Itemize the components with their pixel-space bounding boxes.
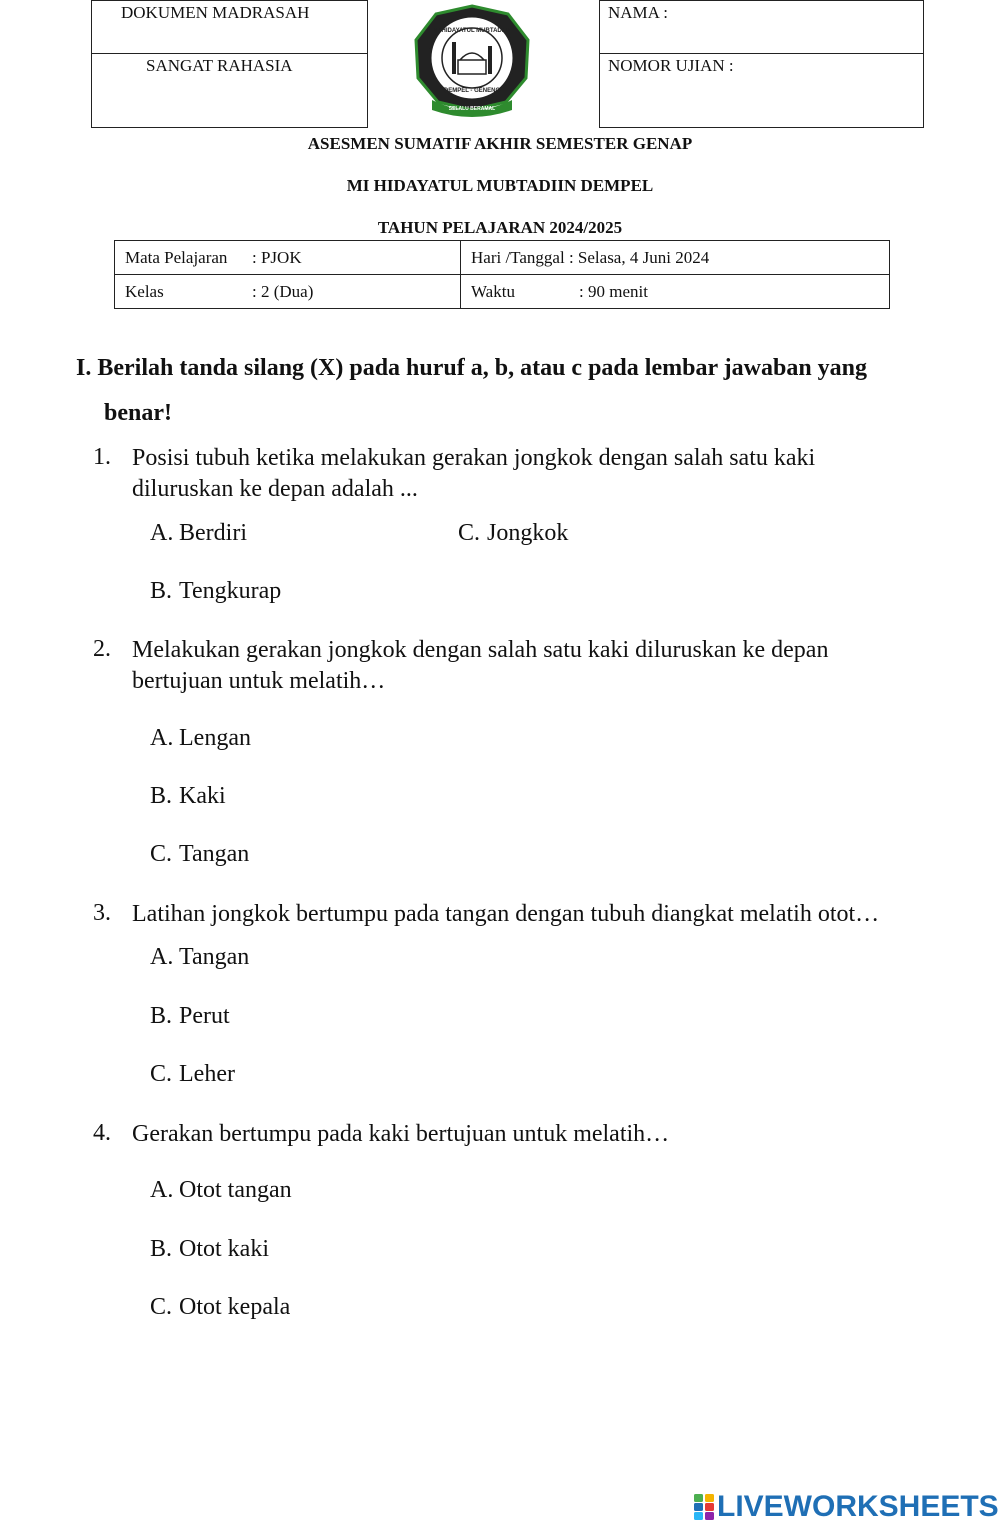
answer-option[interactable] <box>150 1294 290 1321</box>
nomor-ujian-label: NOMOR UJIAN : <box>608 56 734 75</box>
question-number: 1. <box>93 444 111 470</box>
option-text: Jongkok <box>487 520 569 546</box>
waktu-label: Waktu <box>471 281 515 301</box>
option-letter: A. <box>150 1177 174 1203</box>
option-letter: B. <box>150 783 173 809</box>
option-letter: B. <box>150 578 173 604</box>
answer-option[interactable] <box>150 1003 230 1030</box>
answer-option[interactable] <box>150 578 281 605</box>
kelas-value: : 2 (Dua) <box>252 281 314 301</box>
question-number: 2. <box>93 636 111 662</box>
question-text <box>132 1119 669 1150</box>
option-text: Perut <box>179 1003 230 1029</box>
hari-value: : Selasa, 4 Juni 2024 <box>568 247 710 267</box>
header-right-divider <box>599 53 924 54</box>
option-text: Otot kaki <box>179 1236 269 1262</box>
question-line: Posisi tubuh ketika melakukan gerakan jongkok dengan salah satu kaki <box>132 445 816 471</box>
school-name-title: MI HIDAYATUL MUBTADIIN DEMPEL <box>346 176 654 195</box>
school-logo <box>408 2 536 122</box>
option-letter: C. <box>458 520 481 546</box>
logo-bottom-text: DEMPEL - GENENG <box>443 88 501 94</box>
answer-option[interactable] <box>150 944 249 971</box>
hari-label: Hari /Tanggal <box>471 247 565 267</box>
option-text: Kaki <box>179 783 226 809</box>
mapel-label: Mata Pelajaran <box>125 247 228 267</box>
option-text: Leher <box>179 1061 235 1087</box>
question-line: diluruskan ke depan adalah ... <box>132 476 418 502</box>
liveworksheets-watermark <box>693 1490 999 1524</box>
option-letter: B. <box>150 1003 173 1029</box>
answer-option[interactable] <box>150 841 249 868</box>
header-left-divider <box>91 53 368 54</box>
sangat-rahasia-label: SANGAT RAHASIA <box>146 56 293 75</box>
question-text <box>132 899 879 930</box>
info-row <box>115 241 890 275</box>
school-logo-emblem <box>408 2 536 122</box>
exam-title: ASESMEN SUMATIF AKHIR SEMESTER GENAP <box>307 134 693 153</box>
option-letter: A. <box>150 520 174 546</box>
option-letter: A. <box>150 725 174 751</box>
answer-option[interactable] <box>458 520 568 547</box>
academic-year-title: TAHUN PELAJARAN 2024/2025 <box>377 218 623 237</box>
answer-option[interactable] <box>150 1236 269 1263</box>
kelas-label: Kelas <box>125 281 164 301</box>
instruction-line-1: I. Berilah tanda silang (X) pada huruf a, b, atau c pada lembar jawaban yang <box>76 355 868 381</box>
dokumen-madrasah-label: DOKUMEN MADRASAH <box>121 3 310 22</box>
option-letter: C. <box>150 1061 173 1087</box>
logo-ring-text: MI HIDAYATUL MUBTADI'IN <box>433 28 511 34</box>
question-text <box>132 635 828 697</box>
liveworksheets-logo-icon <box>693 1493 715 1521</box>
answer-option[interactable] <box>150 1061 235 1088</box>
answer-option[interactable] <box>150 520 247 547</box>
liveworksheets-text: LIVEWORKSHEETS <box>717 1490 999 1523</box>
answer-option[interactable] <box>150 1177 292 1204</box>
option-text: Otot kepala <box>179 1294 291 1320</box>
question-line: Latihan jongkok bertumpu pada tangan dengan tubuh diangkat melatih otot… <box>132 901 880 927</box>
hari-cell <box>461 241 890 275</box>
option-text: Tangan <box>179 944 250 970</box>
question-line: bertujuan untuk melatih… <box>132 668 386 694</box>
kelas-cell <box>115 275 461 309</box>
option-text: Berdiri <box>179 520 247 546</box>
waktu-cell <box>461 275 890 309</box>
option-text: Otot tangan <box>179 1177 292 1203</box>
mapel-value: : PJOK <box>252 247 302 267</box>
option-letter: B. <box>150 1236 173 1262</box>
instruction-line-2: benar! <box>104 400 172 426</box>
question-text <box>132 443 815 505</box>
question-number: 4. <box>93 1120 111 1146</box>
option-letter: A. <box>150 944 174 970</box>
option-text: Tangan <box>179 841 250 867</box>
mapel-cell <box>115 241 461 275</box>
answer-option[interactable] <box>150 725 251 752</box>
info-row <box>115 275 890 309</box>
option-text: Lengan <box>179 725 251 751</box>
option-letter: C. <box>150 1294 173 1320</box>
nama-label: NAMA : <box>608 3 668 22</box>
question-line: Melakukan gerakan jongkok dengan salah satu kaki diluruskan ke depan <box>132 637 829 663</box>
waktu-value: : 90 menit <box>579 281 648 301</box>
question-number: 3. <box>93 900 111 926</box>
logo-ribbon-text: SELALU BERAMAL <box>448 106 496 112</box>
option-text: Tengkurap <box>179 578 282 604</box>
option-letter: C. <box>150 841 173 867</box>
answer-option[interactable] <box>150 783 226 810</box>
exam-info-table <box>114 240 890 309</box>
question-line: Gerakan bertumpu pada kaki bertujuan untuk melatih… <box>132 1121 670 1147</box>
